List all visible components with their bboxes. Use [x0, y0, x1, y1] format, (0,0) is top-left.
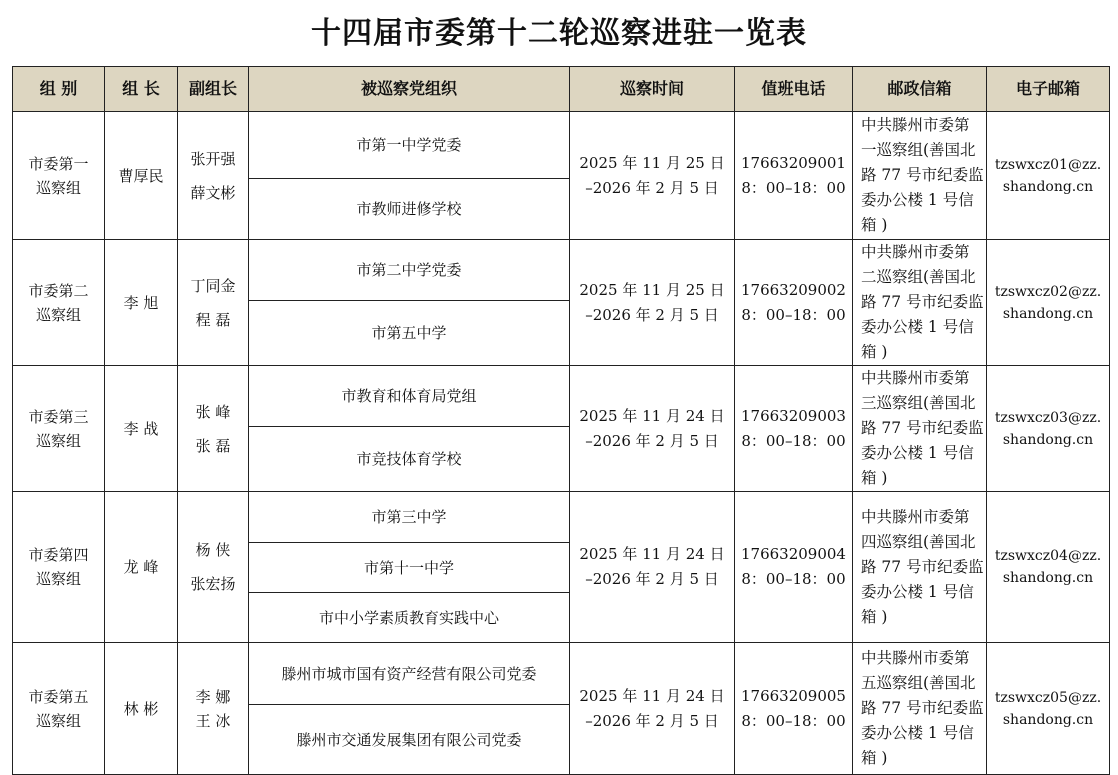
- group-name: 市委第三巡察组: [13, 366, 105, 492]
- group-name: 市委第四巡察组: [13, 492, 105, 643]
- email-line: tzswxcz01@zz.: [994, 156, 1102, 173]
- email-line: tzswxcz02@zz.: [994, 283, 1102, 300]
- table-row: [13, 112, 1110, 179]
- email-line: tzswxcz03@zz.: [994, 409, 1102, 426]
- phone-number: 17663209003: [741, 406, 846, 425]
- postal-box: 中共滕州市委第五巡察组(善国北路 77 号市纪委监委办公楼 1 号信箱 ): [853, 643, 987, 775]
- inspected-org: 市教育和体育局党组: [249, 366, 570, 427]
- duty-hours: 8：00–18：00: [741, 431, 846, 450]
- deputies: [178, 643, 249, 775]
- deputy-name: 王 冰: [195, 711, 231, 730]
- time-line: 2025 年 11 月 24 日: [579, 406, 725, 425]
- email: [987, 492, 1110, 643]
- inspected-org: 市竞技体育学校: [249, 427, 570, 492]
- email-line: shandong.cn: [1002, 178, 1094, 195]
- duty-phone: [735, 492, 853, 643]
- time-line: 2025 年 11 月 24 日: [579, 545, 725, 563]
- time-line: –2026 年 2 月 5 日: [585, 178, 719, 197]
- duty-hours: 8：00–18：00: [741, 570, 846, 588]
- header-time: 巡察时间: [570, 67, 735, 112]
- inspected-org: 滕州市城市国有资产经营有限公司党委: [249, 643, 570, 705]
- table-row: [13, 240, 1110, 301]
- email-line: shandong.cn: [1002, 305, 1094, 322]
- duty-hours: 8：00–18：00: [741, 305, 846, 324]
- inspection-time: [570, 643, 735, 775]
- email: [987, 643, 1110, 775]
- header-deputy: 副组长: [178, 67, 249, 112]
- page-title: 十四届市委第十二轮巡察进驻一览表: [311, 16, 807, 51]
- time-line: –2026 年 2 月 5 日: [585, 305, 719, 324]
- header-group: 组 别: [13, 67, 105, 112]
- deputy-name: 张开强: [190, 149, 236, 168]
- phone-number: 17663209005: [741, 686, 846, 705]
- inspected-org: 市第五中学: [249, 301, 570, 366]
- group-name: 市委第二巡察组: [13, 240, 105, 366]
- inspected-org: 市第三中学: [249, 492, 570, 543]
- inspection-time: [570, 240, 735, 366]
- header-org: 被巡察党组织: [249, 67, 570, 112]
- deputy-name: 张宏扬: [190, 575, 236, 593]
- duty-phone: [735, 112, 853, 240]
- inspection-time: [570, 112, 735, 240]
- deputies: [178, 240, 249, 366]
- postal-box: 中共滕州市委第三巡察组(善国北路 77 号市纪委监委办公楼 1 号信箱 ): [853, 366, 987, 492]
- header-post: 邮政信箱: [853, 67, 987, 112]
- email-line: tzswxcz04@zz.: [994, 548, 1102, 564]
- duty-hours: 8：00–18：00: [741, 711, 846, 730]
- time-line: –2026 年 2 月 5 日: [585, 570, 719, 588]
- email-line: shandong.cn: [1002, 570, 1094, 586]
- inspected-org: 市第二中学党委: [249, 240, 570, 301]
- inspected-org: 市教师进修学校: [249, 179, 570, 240]
- time-line: –2026 年 2 月 5 日: [585, 431, 719, 450]
- deputy-name: 丁同金: [190, 276, 236, 295]
- table-row: [13, 643, 1110, 705]
- deputy-name: 薛文彬: [190, 183, 236, 202]
- email-line: tzswxcz05@zz.: [994, 689, 1102, 706]
- duty-phone: [735, 643, 853, 775]
- deputies: [178, 112, 249, 240]
- table-row: [13, 492, 1110, 543]
- header-phone: 值班电话: [735, 67, 853, 112]
- group-leader: 李 战: [105, 366, 178, 492]
- time-line: 2025 年 11 月 25 日: [579, 280, 725, 299]
- phone-number: 17663209002: [741, 280, 846, 299]
- deputy-name: 张 峰: [195, 402, 231, 421]
- phone-number: 17663209001: [741, 153, 846, 172]
- inspection-time: [570, 492, 735, 643]
- deputies: [178, 492, 249, 643]
- postal-box: 中共滕州市委第一巡察组(善国北路 77 号市纪委监委办公楼 1 号信箱 ): [853, 112, 987, 240]
- inspected-org: 滕州市交通发展集团有限公司党委: [249, 705, 570, 775]
- group-name: 市委第五巡察组: [13, 643, 105, 775]
- email: [987, 240, 1110, 366]
- email-line: shandong.cn: [1002, 711, 1094, 728]
- email: [987, 366, 1110, 492]
- email: [987, 112, 1110, 240]
- deputy-name: 杨 侠: [195, 541, 231, 559]
- group-leader: 李 旭: [105, 240, 178, 366]
- group-leader: 龙 峰: [105, 492, 178, 643]
- postal-box: 中共滕州市委第二巡察组(善国北路 77 号市纪委监委办公楼 1 号信箱 ): [853, 240, 987, 366]
- time-line: 2025 年 11 月 25 日: [579, 153, 725, 172]
- inspection-table: [12, 66, 1110, 775]
- phone-number: 17663209004: [741, 545, 846, 563]
- deputy-name: 程 磊: [195, 310, 231, 329]
- inspection-time: [570, 366, 735, 492]
- group-leader: 林 彬: [105, 643, 178, 775]
- inspected-org: 市第十一中学: [249, 543, 570, 593]
- deputy-name: 张 磊: [195, 436, 231, 455]
- time-line: –2026 年 2 月 5 日: [585, 711, 719, 730]
- deputy-name: 李 娜: [195, 687, 231, 706]
- inspected-org: 市中小学素质教育实践中心: [249, 593, 570, 643]
- header-email: 电子邮箱: [987, 67, 1110, 112]
- header-leader: 组 长: [105, 67, 178, 112]
- email-line: shandong.cn: [1002, 431, 1094, 448]
- group-name: 市委第一巡察组: [13, 112, 105, 240]
- duty-hours: 8：00–18：00: [741, 178, 846, 197]
- inspected-org: 市第一中学党委: [249, 112, 570, 179]
- header-row: [13, 67, 1110, 112]
- duty-phone: [735, 366, 853, 492]
- time-line: 2025 年 11 月 24 日: [579, 686, 725, 705]
- deputies: [178, 366, 249, 492]
- postal-box: 中共滕州市委第四巡察组(善国北路 77 号市纪委监委办公楼 1 号信箱 ): [853, 492, 987, 643]
- group-leader: 曹厚民: [105, 112, 178, 240]
- duty-phone: [735, 240, 853, 366]
- table-row: [13, 366, 1110, 427]
